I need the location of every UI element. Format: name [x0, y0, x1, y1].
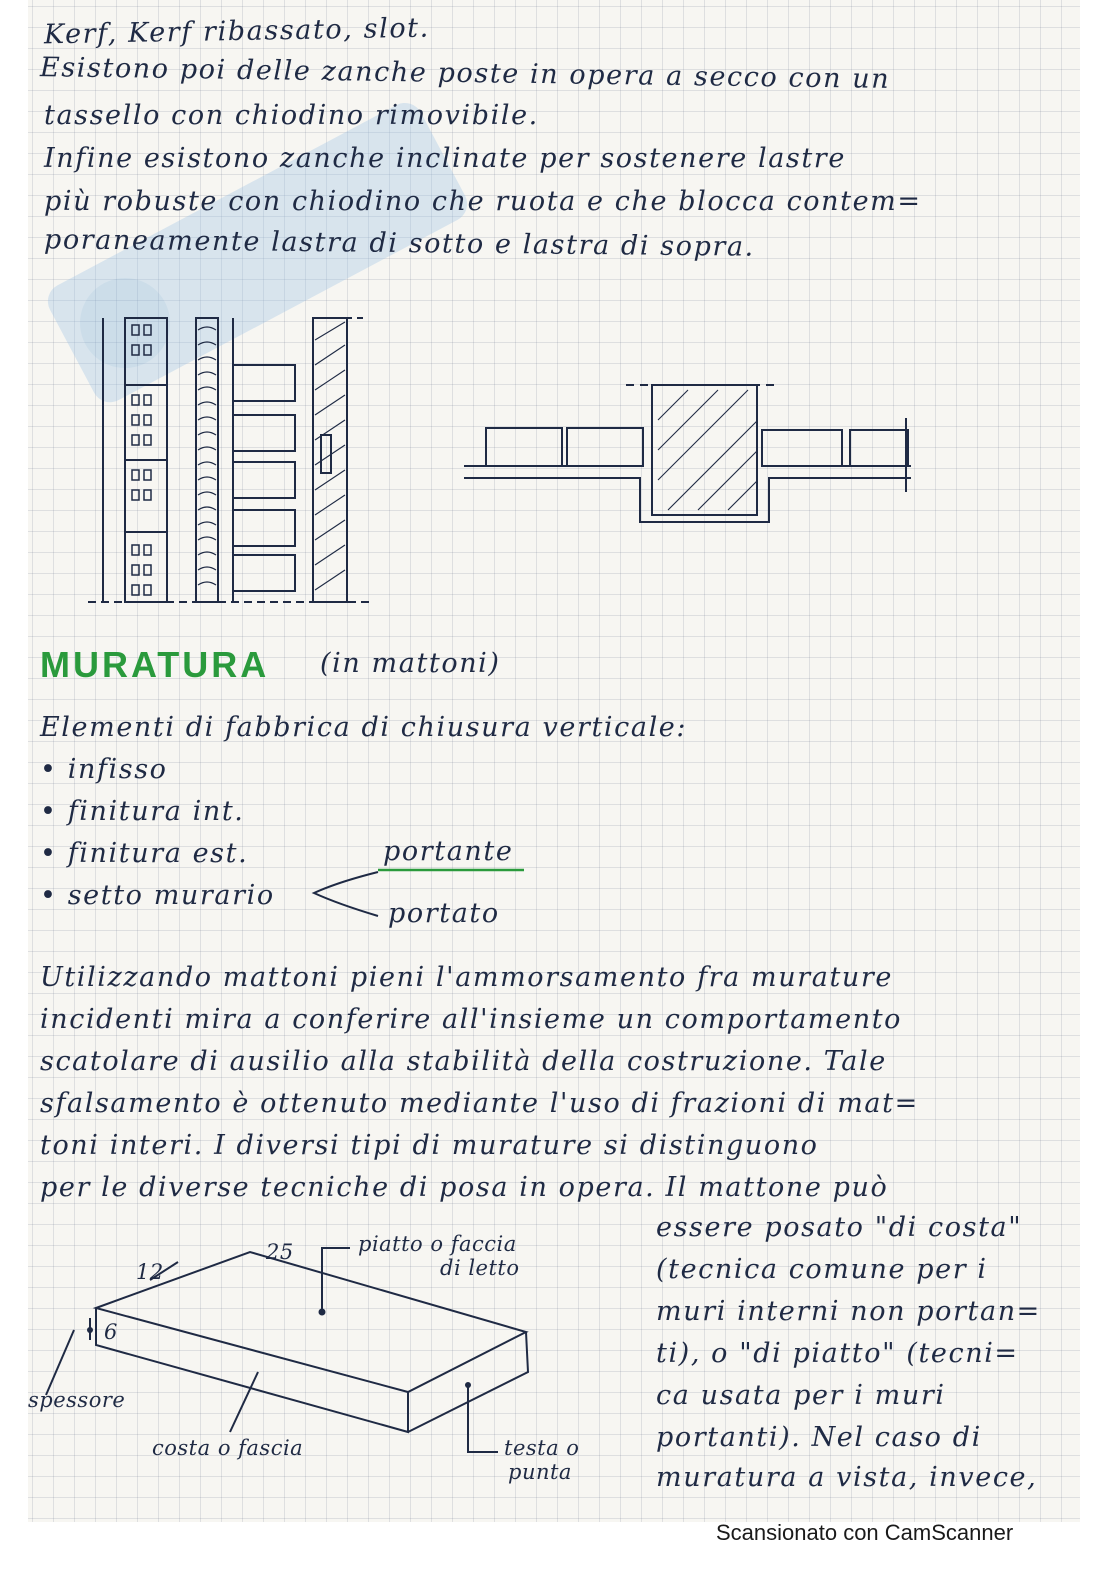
- paragraph-line: Utilizzando mattoni pieni l'ammorsamento fra murature: [40, 962, 893, 993]
- paragraph-line: sfalsamento è ottenuto mediante l'uso di frazioni di mat=: [40, 1088, 919, 1119]
- intro-line: Infine esistono zanche inclinate per sostenere lastre: [44, 143, 846, 174]
- brick-label-face: piatto o faccia: [358, 1232, 517, 1256]
- paragraph-line: scatolare di ausilio alla stabilità della costruzione. Tale: [40, 1046, 887, 1077]
- brick-dim-width: 12: [136, 1260, 164, 1284]
- side-line: essere posato "di costa": [656, 1212, 1023, 1243]
- side-line: (tecnica comune per i: [656, 1254, 988, 1285]
- intro-line: tassello con chiodino rimovibile.: [44, 100, 539, 131]
- intro-line: più robuste con chiodino che ruota e che blocca contem=: [44, 186, 922, 217]
- notebook-page: [28, 0, 1080, 1522]
- brick-diagram: [28, 0, 1080, 1522]
- paragraph-line: toni interi. I diversi tipi di murature si distinguono: [40, 1130, 819, 1161]
- paragraph-line: incidenti mira a conferire all'insieme un comportamento: [40, 1004, 903, 1035]
- branch-portato: portato: [388, 898, 500, 929]
- intro-line: poraneamente lastra di sotto e lastra di sopra.: [43, 224, 755, 263]
- bullet-text: finitura est.: [67, 838, 249, 869]
- paragraph-line: per le diverse tecniche di posa in opera. Il mattone può: [40, 1172, 889, 1203]
- brick-label-head: punta: [508, 1460, 572, 1484]
- intro-line: Kerf, Kerf ribassato, slot.: [43, 12, 431, 51]
- brick-label-face: di letto: [440, 1256, 520, 1280]
- section-subtitle: (in mattoni): [320, 648, 501, 679]
- intro-line: Esistono poi delle zanche poste in opera a secco con un: [39, 52, 891, 95]
- brick-dim-length: 25: [266, 1240, 294, 1264]
- brick-label-thickness: spessore: [28, 1388, 126, 1412]
- side-line: portanti). Nel caso di: [656, 1422, 982, 1453]
- bullet-item: • setto murario: [40, 880, 275, 911]
- footer-scanner-credit: Scansionato con CamScanner: [716, 1520, 1014, 1545]
- side-line: muri interni non portan=: [656, 1296, 1041, 1327]
- brick-label-side: costa o fascia: [152, 1436, 304, 1460]
- brick-label-head: testa o: [504, 1436, 580, 1460]
- bullet-item: • finitura int.: [40, 796, 245, 827]
- bullet-text: setto murario: [67, 880, 275, 911]
- side-line: muratura a vista, invece,: [656, 1462, 1038, 1493]
- list-intro: Elementi di fabbrica di chiusura verticale:: [40, 712, 688, 743]
- bullet-text: finitura int.: [67, 796, 245, 827]
- section-title: MURATURA: [40, 644, 270, 685]
- bullet-item: • infisso: [40, 754, 168, 785]
- bullet-text: infisso: [67, 754, 168, 785]
- side-line: ti), o "di piatto" (tecni=: [656, 1338, 1019, 1369]
- branch-portante: portante: [383, 836, 514, 867]
- bullet-item: • finitura est.: [40, 838, 249, 869]
- brick-dim-height: 6: [104, 1320, 118, 1344]
- side-line: ca usata per i muri: [656, 1380, 946, 1411]
